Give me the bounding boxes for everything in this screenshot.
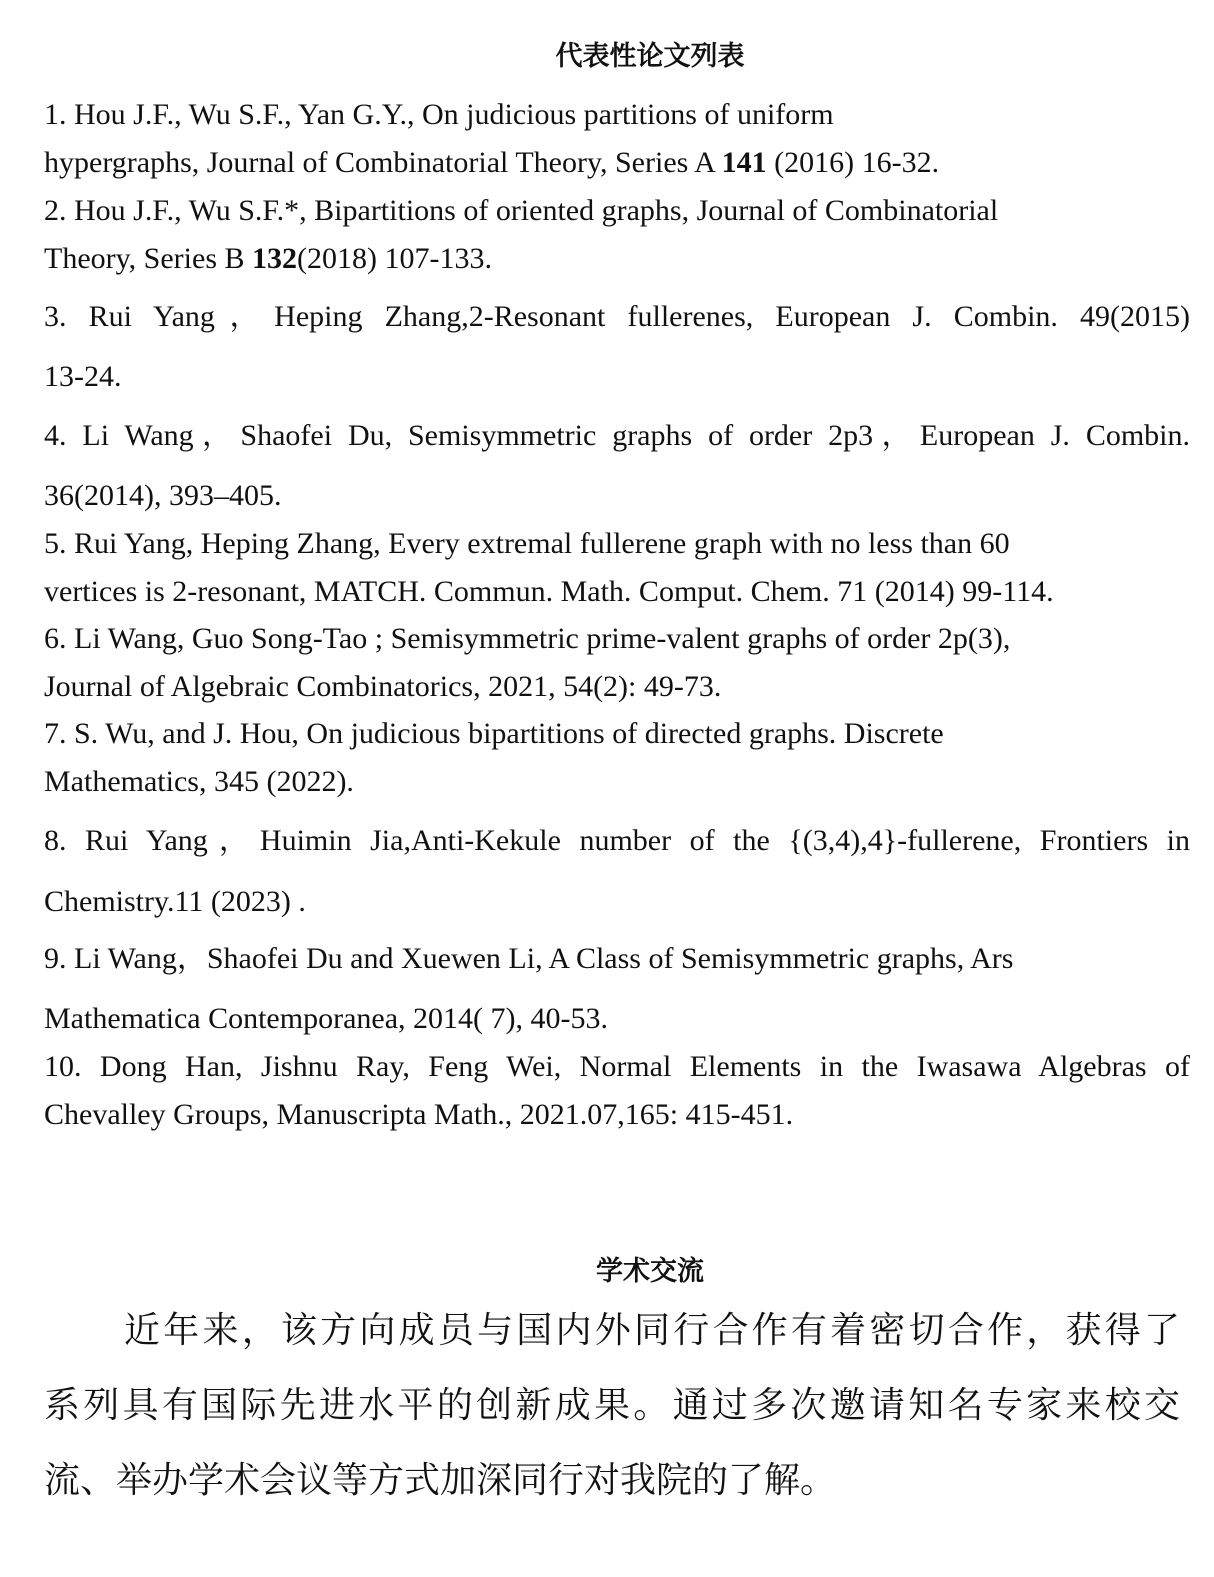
paper-2-volume: 132: [252, 242, 298, 275]
exchange-title: 学术交流: [596, 1256, 704, 1287]
paper-7-line-1: 7. S. Wu, and J. Hou, On judicious bipartitions of directed graphs. Discrete: [44, 717, 944, 750]
exchange-paragraph-line-1: 近年来，该方向成员与国内外同行合作有着密切合作，获得了: [124, 1310, 1180, 1351]
paper-7-line-2: Mathematics, 345 (2022).: [44, 765, 354, 798]
paper-5-line-1: 5. Rui Yang, Heping Zhang, Every extremal fullerene graph with no less than 60: [44, 527, 1010, 560]
paper-3-line-1: 3. Rui Yang，Heping Zhang,2-Resonant fullerenes, European J. Combin. 49(2015): [44, 300, 1190, 333]
paper-6-line-1: 6. Li Wang, Guo Song-Tao ; Semisymmetric prime-valent graphs of order 2p(3),: [44, 622, 1011, 655]
paper-2-line-1: 2. Hou J.F., Wu S.F.*, Bipartitions of oriented graphs, Journal of Combinatorial: [44, 194, 999, 227]
paper-1-line-2: [44, 145, 939, 181]
paper-1-line-1: 1. Hou J.F., Wu S.F., Yan G.Y., On judicious partitions of uniform: [44, 98, 834, 131]
paper-1-pages: (2016) 16-32.: [766, 146, 940, 179]
paper-4-line-2: 36(2014), 393–405.: [44, 479, 282, 512]
paper-5-line-2: vertices is 2-resonant, MATCH. Commun. Math. Comput. Chem. 71 (2014) 99-114.: [44, 575, 1054, 608]
exchange-paragraph-line-2: 系列具有国际先进水平的创新成果。通过多次邀请知名专家来校交: [44, 1385, 1180, 1426]
paper-1-volume: 141: [721, 146, 767, 179]
paper-8-line-2: Chemistry.11 (2023) .: [44, 885, 306, 918]
paper-2-pages: (2018) 107-133.: [297, 242, 492, 275]
paper-2-citation: Theory, Series B: [44, 242, 253, 275]
paper-8-line-1: 8. Rui Yang，Huimin Jia,Anti-Kekule number of the {(3,4),4}-fullerene, Frontiers in: [44, 824, 1190, 857]
exchange-paragraph-line-3: 流、举办学术会议等方式加深同行对我院的了解。: [44, 1460, 837, 1501]
paper-3-line-2: 13-24.: [44, 360, 122, 393]
paper-10-line-1: 10. Dong Han, Jishnu Ray, Feng Wei, Normal Elements in the Iwasawa Algebras of: [44, 1050, 1190, 1083]
paper-10-line-2: Chevalley Groups, Manuscripta Math., 2021.07,165: 415-451.: [44, 1098, 794, 1131]
papers-title: 代表性论文列表: [555, 41, 745, 72]
paper-9-line-1: 9. Li Wang，Shaofei Du and Xuewen Li, A Class of Semisymmetric graphs, Ars: [44, 942, 1014, 975]
paper-4-line-1: 4. Li Wang，Shaofei Du, Semisymmetric graphs of order 2p3，European J. Combin.: [44, 419, 1190, 452]
paper-9-line-2: Mathematica Contemporanea, 2014( 7), 40-53.: [44, 1002, 608, 1035]
paper-1-citation: hypergraphs, Journal of Combinatorial Theory, Series A: [44, 146, 722, 179]
paper-2-line-2: [44, 241, 492, 277]
paper-6-line-2: Journal of Algebraic Combinatorics, 2021, 54(2): 49-73.: [44, 670, 722, 703]
